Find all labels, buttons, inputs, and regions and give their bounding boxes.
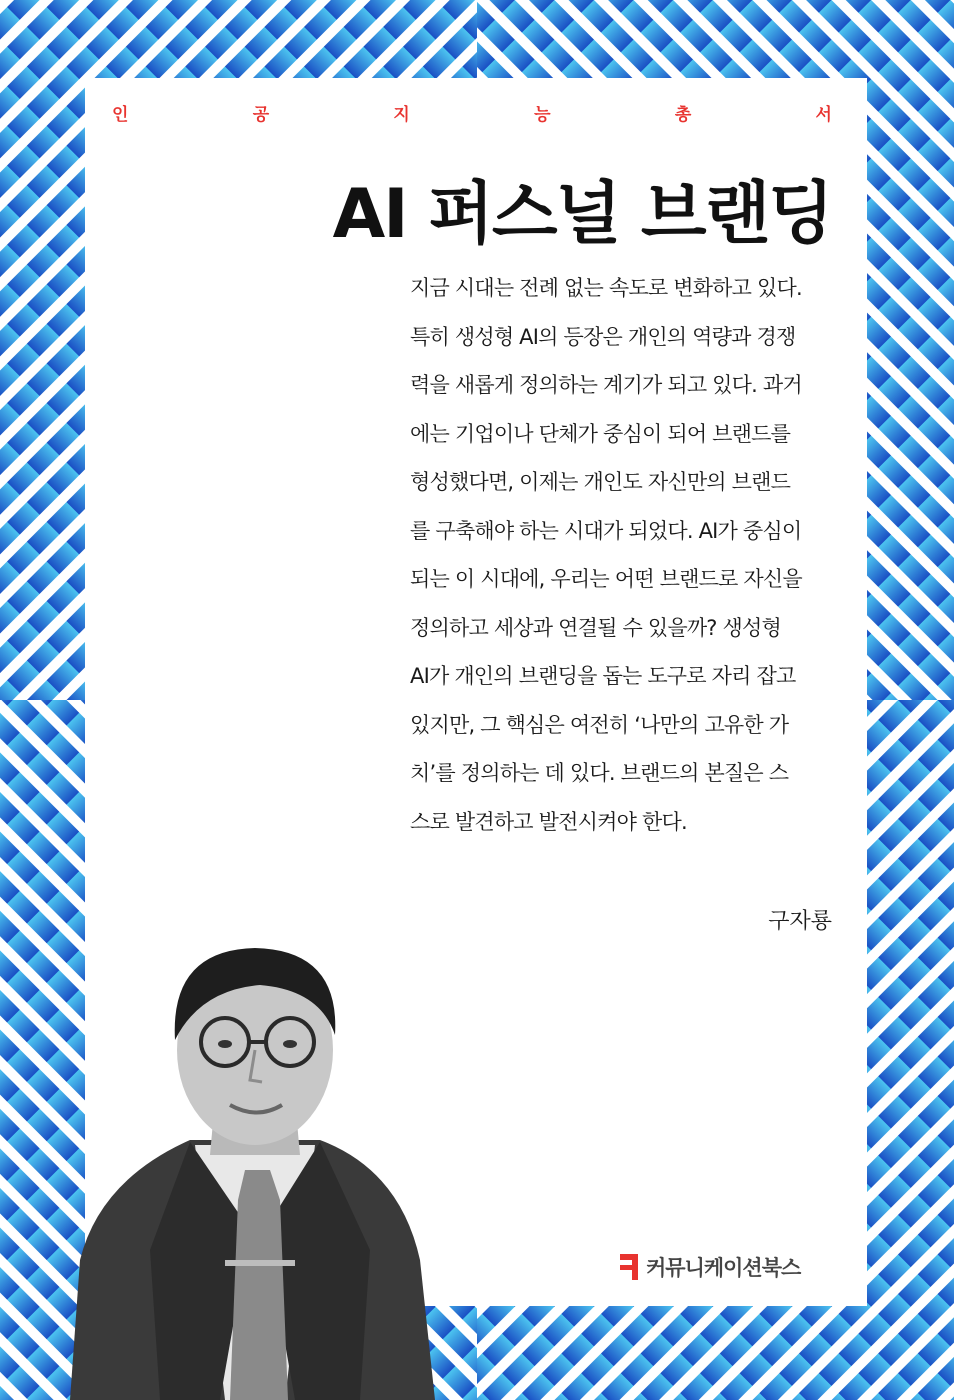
series-char: 공 xyxy=(252,105,270,125)
series-label xyxy=(112,100,832,125)
publisher-name: 커뮤니케이션북스 xyxy=(646,1256,801,1280)
publisher-logo-icon xyxy=(620,1254,638,1280)
description-line: 되는 이 시대에, 우리는 어떤 브랜드로 자신을 xyxy=(410,567,802,591)
author-portrait-icon xyxy=(70,930,440,1400)
description-line: 특히 생성형 AI의 등장은 개인의 역량과 경쟁 xyxy=(410,324,796,349)
series-char: 지 xyxy=(393,105,410,125)
description-text xyxy=(410,264,832,846)
series-char: 총 xyxy=(674,105,692,125)
series-char: 인 xyxy=(112,105,129,125)
description-line: 정의하고 세상과 연결될 수 있을까? 생성형 xyxy=(410,615,781,640)
description-line: 형성했다면, 이제는 개인도 자신만의 브랜드 xyxy=(410,470,791,494)
description-line: 스로 발견하고 발전시켜야 한다. xyxy=(410,809,687,834)
description-line: 치’를 정의하는 데 있다. 브랜드의 본질은 스 xyxy=(410,761,789,785)
publisher-mark xyxy=(620,1252,800,1282)
author-name: 구자룡 xyxy=(768,909,832,934)
description-line: 를 구축해야 하는 시대가 되었다. AI가 중심이 xyxy=(410,518,802,543)
description-line: AI가 개인의 브랜딩을 돕는 도구로 자리 잡고 xyxy=(410,664,796,688)
series-char: 서 xyxy=(815,105,832,125)
book-title: AI 퍼스널 브랜딩 xyxy=(332,175,832,254)
description-line: 지금 시대는 전례 없는 속도로 변화하고 있다. xyxy=(410,276,802,300)
description-line: 있지만, 그 핵심은 여전히 ‘나만의 고유한 가 xyxy=(410,712,789,737)
description-line: 에는 기업이나 단체가 중심이 되어 브랜드를 xyxy=(410,421,791,446)
description-line: 력을 새롭게 정의하는 계기가 되고 있다. 과거 xyxy=(410,373,802,397)
series-char: 능 xyxy=(534,105,551,125)
